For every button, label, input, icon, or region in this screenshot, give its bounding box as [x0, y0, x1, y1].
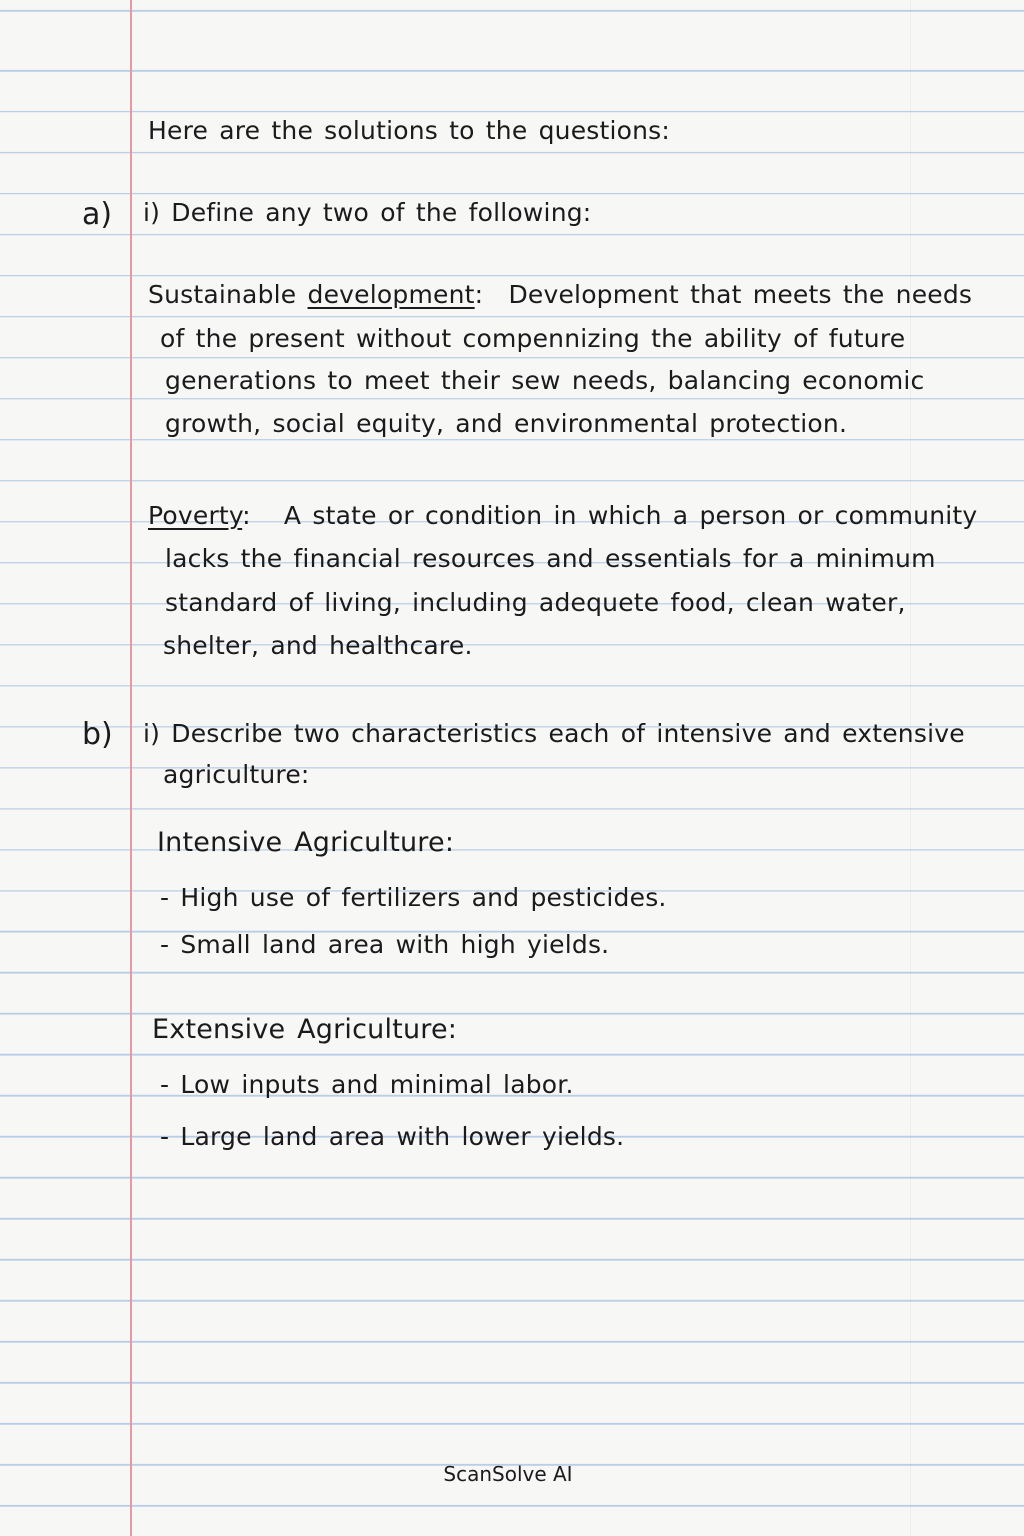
- term-plain-part: Sustainable: [148, 280, 297, 309]
- list-item: - High use of fertilizers and pesticides.: [160, 883, 667, 912]
- term-poverty: Poverty: A state or condition in which a person or community: [148, 501, 978, 530]
- group-heading: Extensive Agriculture:: [152, 1014, 458, 1045]
- section-a-question: i) Define any two of the following:: [143, 198, 592, 227]
- definition-line: lacks the financial resources and essentials for a minimum: [165, 544, 936, 573]
- group-heading: Intensive Agriculture:: [157, 827, 455, 858]
- footer-brand: ScanSolve AI: [443, 1462, 573, 1486]
- section-b-question: agriculture:: [163, 760, 310, 789]
- term-underlined-part: development: [307, 280, 475, 309]
- section-b-label: b): [82, 717, 113, 752]
- intro-text: Here are the solutions to the questions:: [148, 116, 671, 145]
- term-underlined-part: Poverty: [148, 501, 243, 530]
- page-fold: [910, 0, 911, 1536]
- list-item: - Small land area with high yields.: [160, 930, 610, 959]
- definition-line: generations to meet their sew needs, balancing economic: [165, 366, 925, 395]
- definition-line: A state or condition in which a person or community: [283, 501, 978, 530]
- definition-line: of the present without compennizing the ability of future: [160, 324, 906, 353]
- list-item: - Low inputs and minimal labor.: [160, 1070, 574, 1099]
- definition-line: standard of living, including adequete food, clean water,: [165, 588, 906, 617]
- list-item: - Large land area with lower yields.: [160, 1122, 625, 1151]
- section-b-question: i) Describe two characteristics each of intensive and extensive: [143, 719, 965, 748]
- definition-line: shelter, and healthcare.: [163, 631, 473, 660]
- term-sustainable-development: Sustainable development: Development that meets the needs: [148, 280, 973, 309]
- definition-line: growth, social equity, and environmental protection.: [165, 409, 848, 438]
- definition-line: Development that meets the needs: [508, 280, 973, 309]
- margin-line: [130, 0, 132, 1536]
- section-a-label: a): [82, 197, 113, 232]
